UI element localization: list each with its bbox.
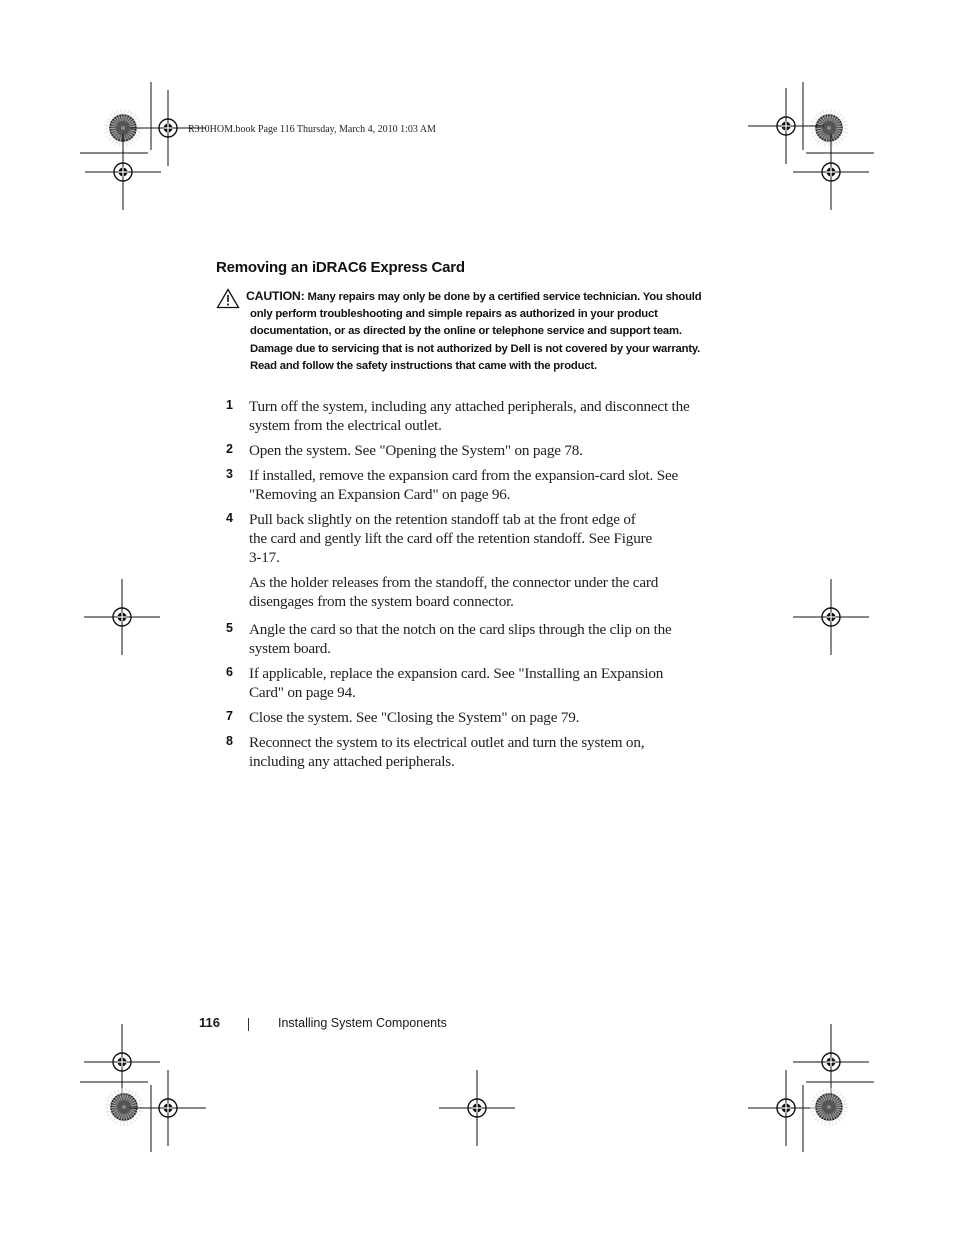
step-text: Reconnect the system to its electrical outlet and turn the system on, including any attached peripherals. [249,734,645,770]
footer-section-title: Installing System Components [278,1016,447,1030]
registration-mark-icon [748,1024,874,1152]
registration-mark-icon [80,1024,206,1152]
step-number: 5 [226,621,233,635]
page-number: 116 [199,1015,220,1030]
footer-divider [248,1018,249,1031]
step-text: Close the system. See "Closing the System" on page 79. [249,709,580,726]
step-number: 3 [226,467,233,481]
step-text: If applicable, replace the expansion card. See "Installing an Expansion Card" on page 94. [249,665,664,701]
step-item [226,466,716,504]
registration-mark-icon [80,82,206,210]
step-text: Open the system. See "Opening the System" on page 78. [249,442,583,459]
print-slug-line: R310HOM.book Page 116 Thursday, March 4, 2010 1:03 AM [188,124,436,135]
step-item [226,708,716,727]
step-item [226,733,716,771]
step-text: Turn off the system, including any attached peripherals, and disconnect the system from the electrical outlet. [249,398,690,434]
step-text: Angle the card so that the notch on the card slips through the clip on the system board. [249,621,672,657]
registration-mark-icon [439,1070,515,1146]
step-item [226,510,716,611]
step-item [226,664,716,702]
caution-notice [216,288,716,375]
caution-text: Many repairs may only be done by a certified service technician. You should only perform troubleshooting and simple repairs as authorized in your product documentation, or as directed by the online or telephone service and support team. Damage due to servicing that is not authorized by Dell is not covered by your warranty. Read and follow the safety instructions that came with the product. [250,291,702,372]
procedure-steps [226,397,716,777]
registration-mark-icon [84,579,160,655]
step-number: 2 [226,442,233,456]
step-number: 4 [226,511,233,525]
registration-mark-icon [748,82,874,210]
step-note: As the holder releases from the standoff, the connector under the card disengages from the system board connector. [249,574,659,610]
step-number: 7 [226,709,233,723]
section-heading: Removing an iDRAC6 Express Card [216,259,465,276]
registration-mark-icon [793,579,869,655]
step-number: 8 [226,734,233,748]
step-number: 1 [226,398,233,412]
step-item [226,441,716,460]
step-text: If installed, remove the expansion card from the expansion-card slot. See "Removing an Expansion Card" on page 96. [249,467,679,503]
caution-label: CAUTION: [246,289,305,303]
step-item [226,620,716,658]
step-number: 6 [226,665,233,679]
caution-triangle-icon [216,288,240,309]
step-item [226,397,716,435]
step-text: Pull back slightly on the retention standoff tab at the front edge of the card and gently lift the card off the retention standoff. See Figure 3-17. [249,511,652,566]
